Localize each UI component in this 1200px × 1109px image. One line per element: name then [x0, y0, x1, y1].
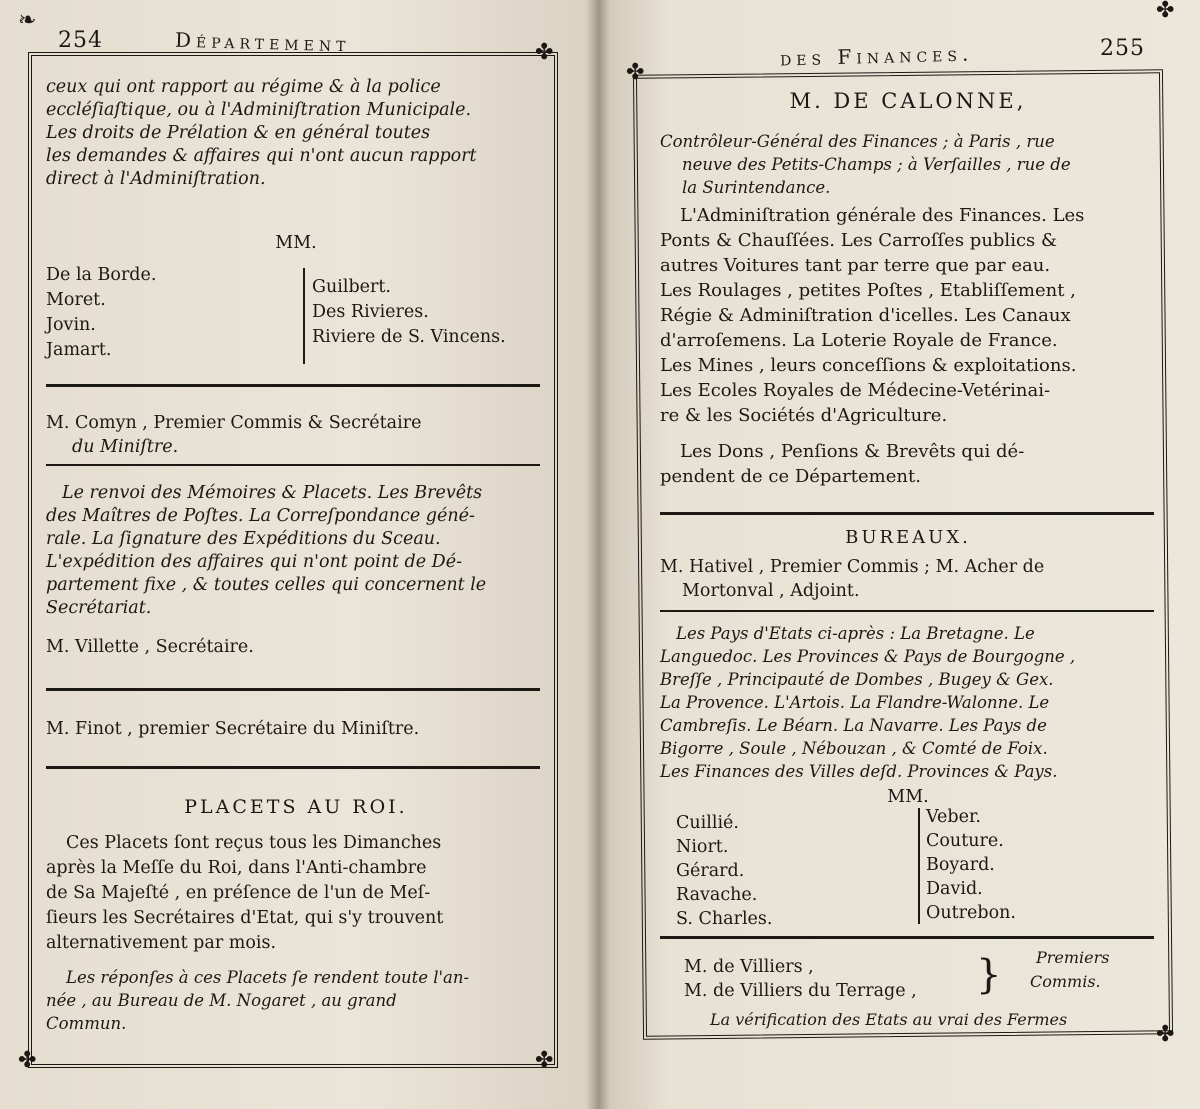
text-line: les demandes & affaires qui n'ont aucun rapport — [46, 146, 477, 166]
text-line: Les Pays d'Etats ci-après : La Bretagne. Le — [676, 624, 1035, 643]
text-line: Les Dons , Penſions & Brevêts qui dé- — [680, 441, 1025, 462]
text-line: Breſſe , Principauté de Dombes , Bugey & Gex. — [660, 670, 1054, 689]
name-entry: Guilbert. — [312, 277, 391, 297]
name-entry: Jovin. — [46, 315, 96, 335]
section-heading: MM. — [275, 233, 317, 253]
text-line: M. Comyn , Premier Commis & Secrétaire — [46, 413, 422, 433]
text-line: d'arroſemens. La Loterie Royale de France. — [660, 330, 1058, 351]
text-line: alternativement par mois. — [46, 933, 277, 953]
section-rule — [46, 766, 540, 769]
text-line: re & les Sociétés d'Agriculture. — [660, 405, 948, 426]
text-line: Les droits de Prélation & en général toutes — [46, 123, 431, 143]
name-entry: Veber. — [926, 807, 981, 827]
name-entry: Ravache. — [676, 885, 758, 905]
page-number: 254 — [58, 28, 103, 53]
text-line: Régie & Adminiſtration d'icelles. Les Canaux — [660, 305, 1071, 326]
text-line: La Provence. L'Artois. La Flandre-Walonne. Le — [660, 693, 1050, 712]
text-line: neuve des Petits-Champs ; à Verſailles , rue de — [682, 155, 1071, 174]
text-line: ſieurs les Secrétaires d'Etat, qui s'y trouvent — [46, 908, 444, 928]
text-line: Les réponſes à ces Placets ſe rendent toute l'an- — [66, 968, 470, 987]
brace-icon: } — [976, 952, 1002, 998]
section-rule — [46, 384, 540, 387]
corner-ornament-icon: ❧ — [18, 8, 37, 33]
text-line: Commun. — [46, 1014, 127, 1033]
villette-entry: M. Villette , Secrétaire. — [46, 637, 254, 657]
text-line: Premiers — [1036, 948, 1110, 967]
name-entry: Niort. — [676, 837, 729, 857]
name-entry: Gérard. — [676, 861, 745, 881]
text-line: du Miniſtre. — [72, 437, 179, 457]
running-head: Département — [174, 27, 351, 57]
text-line: Languedoc. Les Provinces & Pays de Bourgogne , — [660, 647, 1076, 666]
text-line: Contrôleur-Général des Finances ; à Paris , rue — [660, 132, 1055, 151]
name-entry: Boyard. — [926, 855, 995, 875]
text-line: rale. La ſignature des Expéditions du Sceau. — [46, 529, 441, 549]
corner-ornament-icon: ✤ — [626, 60, 645, 85]
text-line: L'expédition des affaires qui n'ont point de Dé- — [46, 552, 462, 572]
minister-heading: M. DE CALONNE, — [789, 89, 1027, 113]
section-heading: BUREAUX. — [845, 527, 971, 548]
name-entry: David. — [926, 879, 983, 899]
text-line: des Maîtres de Poſtes. La Correſpondance géné- — [46, 506, 475, 526]
running-head: des Finances. — [779, 41, 974, 71]
right-page — [598, 0, 1200, 1109]
text-line: partement fixe , & toutes celles qui concernent le — [46, 575, 487, 595]
text-line: Les Finances des Villes deſd. Provinces & Pays. — [660, 762, 1058, 781]
text-line: autres Voitures tant par terre que par eau. — [660, 255, 1051, 276]
text-line: eccléſiaſtique, ou à l'Adminiſtration Municipale. — [46, 100, 472, 120]
page-number: 255 — [1100, 36, 1145, 61]
column-divider — [303, 268, 305, 364]
name-entry: De la Borde. — [46, 265, 157, 285]
text-line: Ponts & Chauſſées. Les Carroſſes publics & — [660, 230, 1058, 251]
text-line: Cambreſis. Le Béarn. La Navarre. Les Pays de — [660, 716, 1047, 735]
text-line: de Sa Majeſté , en préſence de l'un de Meſ- — [46, 883, 431, 903]
name-entry: Riviere de S. Vincens. — [312, 327, 506, 347]
left-page — [0, 0, 598, 1109]
name-entry: Cuillié. — [676, 813, 739, 833]
text-line: Secrétariat. — [46, 598, 152, 618]
text-line: Bigorre , Soule , Nébouzan , & Comté de Foix. — [660, 739, 1048, 758]
section-rule — [660, 936, 1154, 939]
section-rule — [46, 464, 540, 466]
section-rule — [660, 610, 1154, 612]
name-entry: Outrebon. — [926, 903, 1016, 923]
section-heading: PLACETS AU ROI. — [184, 796, 408, 818]
name-entry: S. Charles. — [676, 909, 773, 929]
column-divider — [918, 808, 920, 924]
text-line: Les Mines , leurs conceſſions & exploitations. — [660, 355, 1077, 376]
text-line: pendent de ce Département. — [660, 466, 921, 487]
text-line: Les Roulages , petites Poſtes , Etabliſſement , — [660, 280, 1076, 301]
text-line: Ces Placets ſont reçus tous les Dimanches — [66, 833, 442, 853]
text-line: Commis. — [1030, 972, 1101, 991]
text-line: M. de Villiers , — [684, 957, 814, 977]
finot-entry: M. Finot , premier Secrétaire du Miniſtre. — [46, 719, 420, 739]
section-rule — [46, 688, 540, 691]
text-line: direct à l'Adminiſtration. — [46, 169, 266, 189]
name-entry: Jamart. — [46, 340, 112, 360]
text-line: née , au Bureau de M. Nogaret , au grand — [46, 991, 397, 1010]
text-line: après la Meſſe du Roi, dans l'Anti-chambre — [46, 858, 427, 878]
name-entry: Couture. — [926, 831, 1004, 851]
verification-line: La vérification des Etats au vrai des Fermes — [710, 1010, 1068, 1029]
text-line: Le renvoi des Mémoires & Placets. Les Brevêts — [62, 483, 483, 503]
corner-ornament-icon: ✤ — [535, 1048, 554, 1073]
text-line: L'Adminiſtration générale des Finances. Les — [680, 205, 1085, 226]
text-line: M. Hativel , Premier Commis ; M. Acher de — [660, 557, 1045, 577]
corner-ornament-icon: ✤ — [1156, 0, 1175, 23]
corner-ornament-icon: ✤ — [18, 1048, 37, 1073]
corner-ornament-icon: ✤ — [535, 40, 554, 65]
corner-ornament-icon: ✤ — [1156, 1022, 1175, 1047]
text-line: ceux qui ont rapport au régime & à la police — [46, 77, 441, 97]
name-entry: Des Rivieres. — [312, 302, 429, 322]
text-line: Mortonval , Adjoint. — [682, 581, 860, 601]
section-heading: MM. — [887, 787, 929, 807]
book-gutter — [586, 0, 610, 1109]
text-line: Les Ecoles Royales de Médecine-Vetérinai- — [660, 380, 1051, 401]
name-entry: Moret. — [46, 290, 106, 310]
text-line: la Surintendance. — [682, 178, 831, 197]
section-rule — [660, 512, 1154, 515]
text-line: M. de Villiers du Terrage , — [684, 981, 917, 1001]
